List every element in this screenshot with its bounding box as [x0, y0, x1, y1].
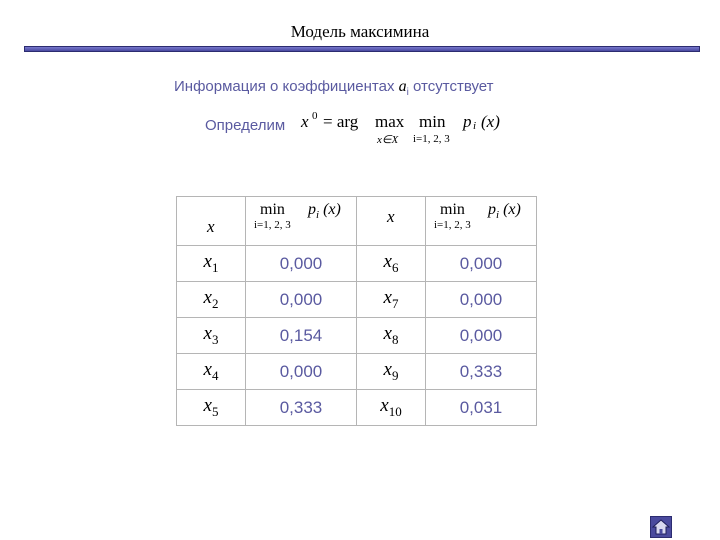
header-func-left	[308, 201, 341, 221]
coef-symbol: a	[398, 78, 407, 95]
row-value-right: 0,333	[426, 354, 537, 390]
table-row	[177, 318, 537, 354]
row-var-left: $x_3$	[177, 318, 246, 354]
formula-max: max	[375, 112, 405, 131]
formula-expression	[301, 110, 500, 146]
header-var-left-text: x	[207, 217, 215, 236]
formula-func-arg: (x)	[481, 112, 500, 131]
formula-eq: = arg	[323, 112, 359, 131]
header-func-right-p: p	[488, 201, 496, 218]
row-var-left: $x_1$	[177, 246, 246, 282]
header-func-right-sub: i	[496, 209, 500, 222]
row-value-left: 0,000	[246, 354, 357, 390]
header-func-right-arg: (x)	[503, 201, 521, 218]
table-row	[177, 282, 537, 318]
header-func-left-sub: i	[316, 209, 320, 222]
row-value-right: 0,000	[426, 318, 537, 354]
formula-lhs-sup: 0	[312, 110, 318, 122]
row-var-right: $x_7$	[357, 282, 426, 318]
info-line	[174, 78, 494, 98]
row-var-left: $x_2$	[177, 282, 246, 318]
formula-func-sub: i	[473, 120, 477, 132]
header-var-left	[177, 197, 246, 246]
header-min-left-label: min	[260, 201, 285, 218]
coef-subscript: i	[406, 87, 409, 98]
row-value-left: 0,000	[246, 282, 357, 318]
maximin-table	[176, 196, 537, 426]
header-range-right: i=1, 2, 3	[434, 219, 471, 231]
row-value-left: 0,154	[246, 318, 357, 354]
formula-func: p	[463, 112, 472, 131]
formula-max-sub: x∈X	[377, 134, 399, 146]
info-text-after: отсутствует	[408, 78, 494, 95]
header-var-right-text: x	[387, 207, 395, 226]
info-text-before: Информация о коэффициентах	[174, 78, 399, 95]
row-value-right: 0,000	[426, 282, 537, 318]
header-min-left	[246, 197, 357, 246]
row-value-right: 0,000	[426, 246, 537, 282]
row-var-right: $x_8$	[357, 318, 426, 354]
table-header-row	[177, 197, 537, 246]
home-button[interactable]	[650, 516, 672, 538]
header-func-right	[488, 201, 521, 221]
slide-title: Модель максимина	[290, 22, 430, 41]
header-min-right-label: min	[440, 201, 465, 218]
row-var-right: $x_6$	[357, 246, 426, 282]
formula-lhs: x	[301, 112, 309, 131]
formula-label: Определим	[205, 117, 286, 134]
table-row	[177, 354, 537, 390]
header-min-right	[426, 197, 537, 246]
title-divider	[24, 46, 700, 52]
header-func-left-p: p	[308, 201, 316, 218]
row-var-right: $x_9$	[357, 354, 426, 390]
row-value-left: 0,000	[246, 246, 357, 282]
header-range-left: i=1, 2, 3	[254, 219, 291, 231]
header-func-left-arg: (x)	[323, 201, 341, 218]
header-var-right	[357, 197, 426, 246]
row-value-left: 0,333	[246, 390, 357, 426]
row-var-left: $x_4$	[177, 354, 246, 390]
formula-min-sub: i=1, 2, 3	[413, 133, 450, 145]
row-var-right: $x_{10}$	[357, 390, 426, 426]
table-row	[177, 390, 537, 426]
table-row	[177, 246, 537, 282]
row-var-left: $x_5$	[177, 390, 246, 426]
home-icon	[651, 517, 671, 537]
row-value-right: 0,031	[426, 390, 537, 426]
formula-min: min	[419, 112, 446, 131]
